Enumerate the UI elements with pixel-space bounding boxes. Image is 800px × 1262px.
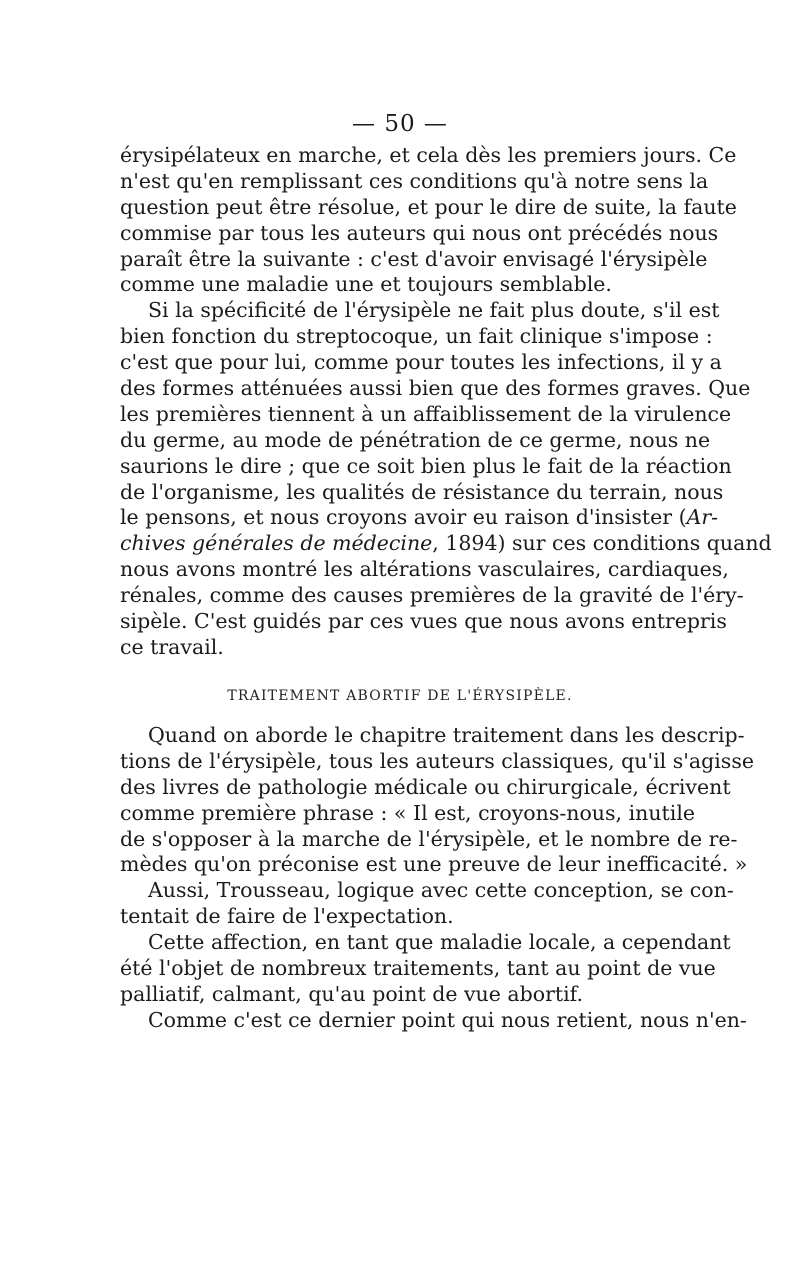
text-line: Si la spécificité de l'érysipèle ne fait plus doute, s'il est bbox=[148, 298, 720, 323]
text-line: palliatif, calmant, qu'au point de vue abortif. bbox=[120, 981, 584, 1006]
text-line: saurions le dire ; que ce soit bien plus le fait de la réaction bbox=[120, 453, 732, 478]
text-line bbox=[120, 531, 772, 557]
text-line: c'est que pour lui, comme pour toutes les infections, il y a bbox=[120, 350, 722, 375]
section-title: TRAITEMENT ABORTIF DE L'ÉRYSIPÈLE. bbox=[227, 688, 573, 704]
text-line: nous avons montré les altérations vasculaires, cardiaques, bbox=[120, 557, 729, 582]
text-block-1 bbox=[120, 143, 772, 661]
text-block-2 bbox=[120, 723, 754, 1034]
text-line: mèdes qu'on préconise est une preuve de leur inefficacité. » bbox=[120, 852, 748, 877]
text-line: question peut être résolue, et pour le dire de suite, la faute bbox=[120, 194, 737, 219]
text-fragment: le pensons, et nous croyons avoir eu raison d'insister ( bbox=[120, 505, 687, 530]
text-line: comme une maladie une et toujours semblable. bbox=[120, 272, 612, 297]
text-line bbox=[120, 505, 719, 531]
text-line: des livres de pathologie médicale ou chirurgicale, écrivent bbox=[120, 774, 731, 799]
text-line: érysipélateux en marche, et cela dès les premiers jours. Ce bbox=[120, 143, 737, 167]
text-line: tions de l'érysipèle, tous les auteurs classiques, qu'il s'agisse bbox=[120, 748, 754, 773]
page-number: — 50 — bbox=[352, 111, 448, 137]
text-line: Aussi, Trousseau, logique avec cette conception, se con- bbox=[148, 878, 734, 903]
italic-fragment: Ar- bbox=[686, 505, 719, 530]
text-line: ce travail. bbox=[120, 634, 224, 659]
italic-fragment: chives générales de médecine bbox=[120, 531, 433, 556]
text-fragment: , 1894) sur ces conditions quand bbox=[432, 531, 772, 556]
text-line: commise par tous les auteurs qui nous ont précédés nous bbox=[120, 220, 719, 245]
text-line: de l'organisme, les qualités de résistance du terrain, nous bbox=[120, 479, 724, 504]
text-line: bien fonction du streptocoque, un fait clinique s'impose : bbox=[120, 324, 713, 349]
text-line: n'est qu'en remplissant ces conditions qu'à notre sens la bbox=[120, 168, 709, 193]
text-line: tentait de faire de l'expectation. bbox=[120, 904, 454, 929]
text-line: rénales, comme des causes premières de la gravité de l'éry- bbox=[120, 583, 744, 608]
text-line: comme première phrase : « Il est, croyons-nous, inutile bbox=[120, 800, 696, 825]
text-line: des formes atténuées aussi bien que des formes graves. Que bbox=[120, 376, 751, 401]
text-line: Cette affection, en tant que maladie locale, a cependant bbox=[148, 930, 731, 955]
text-line: du germe, au mode de pénétration de ce germe, nous ne bbox=[120, 427, 711, 452]
text-line: les premières tiennent à un affaiblissement de la virulence bbox=[120, 401, 732, 426]
text-line: Quand on aborde le chapitre traitement dans les descrip- bbox=[148, 723, 745, 747]
text-line: Comme c'est ce dernier point qui nous retient, nous n'en- bbox=[148, 1007, 747, 1032]
text-line: été l'objet de nombreux traitements, tant au point de vue bbox=[120, 956, 716, 981]
text-line: de s'opposer à la marche de l'érysipèle, et le nombre de re- bbox=[120, 826, 738, 851]
text-line: sipèle. C'est guidés par ces vues que nous avons entrepris bbox=[120, 609, 727, 634]
text-line: paraît être la suivante : c'est d'avoir envisagé l'érysipèle bbox=[120, 246, 708, 271]
